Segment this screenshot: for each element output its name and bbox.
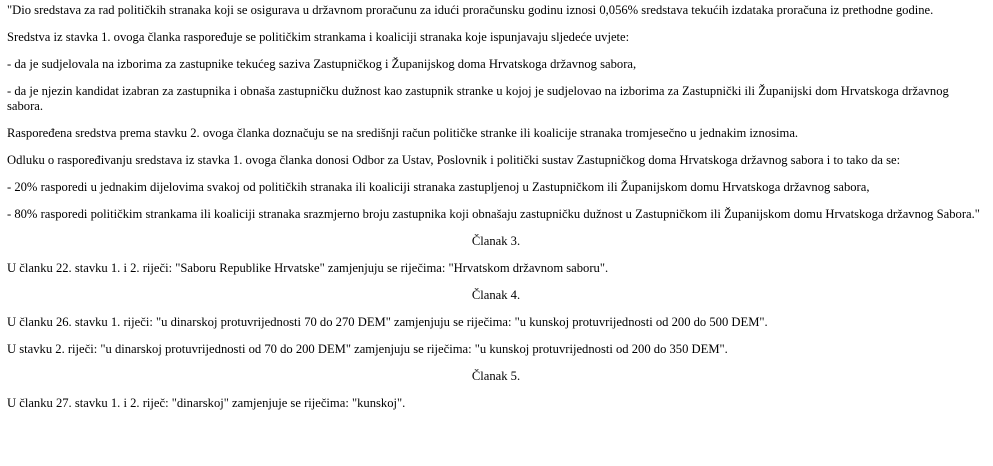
paragraph-7: - 20% rasporedi u jednakim dijelovima svakoj od političkih stranaka ili koaliciji stranaka zastupljenoj u Zastupničkom ili Županijskom domu Hrvatskoga državnog sabora, — [7, 180, 870, 194]
paragraph-3: - da je sudjelovala na izborima za zastupnike tekućeg saziva Zastupničkog i Županijskog doma Hrvatskoga državnog sabora, — [7, 57, 637, 71]
paragraph-12: U članku 27. stavku 1. i 2. riječ: "dinarskoj" zamjenjuje se riječima: "kunskoj". — [7, 396, 406, 410]
paragraph-4: - da je njezin kandidat izabran za zastupnika i obnaša zastupničku dužnost kao zastupnik stranke u kojoj je sudjelovao na izborima za Zastupnički ili Županijski dom Hrvatskoga državnog sabora. — [7, 84, 949, 113]
article-heading-3: Članak 3. — [471, 234, 521, 248]
paragraph-2: Sredstva iz stavka 1. ovoga članka raspoređuje se političkim strankama i koaliciji stranaka koje ispunjavaju sljedeće uvjete: — [7, 30, 630, 44]
paragraph-11: U stavku 2. riječi: "u dinarskoj protuvrijednosti od 70 do 200 DEM" zamjenjuju se riječima: "u kunskoj protuvrijednosti od 200 do 350 DEM". — [7, 342, 728, 356]
article-heading-4: Članak 4. — [471, 288, 521, 302]
paragraph-6: Odluku o raspoređivanju sredstava iz stavka 1. ovoga članka donosi Odbor za Ustav, Poslovnik i politički sustav Zastupničkog doma Hrvatskoga državnog sabora i to tako da se: — [7, 153, 901, 167]
paragraph-8: - 80% rasporedi političkim strankama ili koaliciji stranaka srazmjerno broju zastupnika koji obnašaju zastupničku dužnost u Zastupničkom ili Županijskom domu Hrvatskoga državnog Sabora." — [7, 207, 980, 221]
paragraph-1: "Dio sredstava za rad političkih stranaka koji se osigurava u državnom proračunu za idući proračunsku godinu iznosi 0,056% sredstava tekućih izdataka proračuna iz prethodne godine. — [7, 3, 934, 17]
article-heading-5: Članak 5. — [471, 369, 521, 383]
paragraph-5: Raspoređena sredstva prema stavku 2. ovoga članka doznačuju se na središnji račun političke stranke ili koalicije stranaka tromjesečno u jednakim iznosima. — [7, 126, 799, 140]
paragraph-9: U članku 22. stavku 1. i 2. riječi: "Saboru Republike Hrvatske" zamjenjuju se riječima: "Hrvatskom državnom saboru". — [7, 261, 609, 275]
paragraph-10: U članku 26. stavku 1. riječi: "u dinarskoj protuvrijednosti 70 do 270 DEM" zamjenjuju se riječima: "u kunskoj protuvrijednosti od 200 do 500 DEM". — [7, 315, 768, 329]
